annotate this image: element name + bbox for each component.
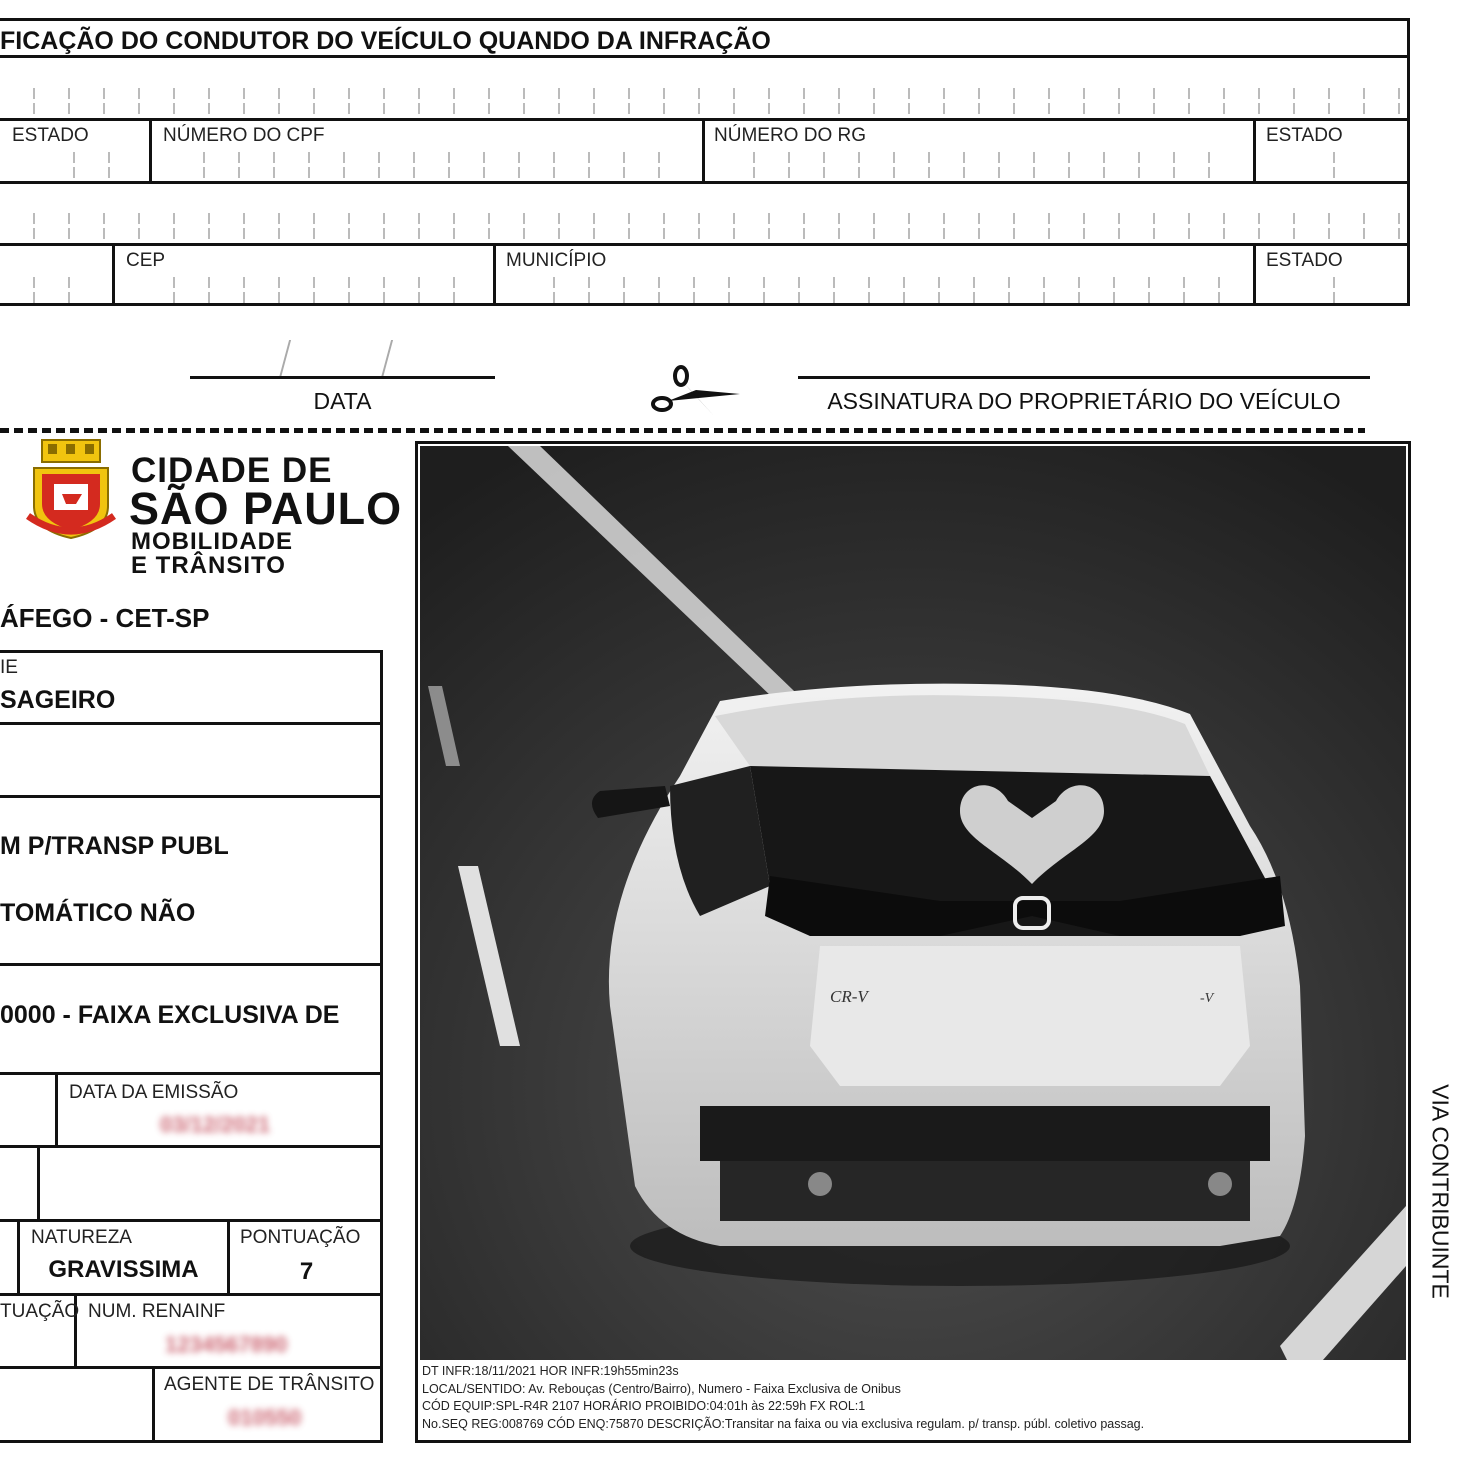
estado-field-3[interactable] bbox=[1300, 277, 1360, 303]
estado-field-2[interactable] bbox=[1300, 152, 1360, 178]
logo-line-3: MOBILIDADE bbox=[131, 528, 293, 555]
signature-line[interactable] bbox=[798, 376, 1370, 379]
estado-label-3: ESTADO bbox=[1266, 250, 1343, 271]
form-heading: FICAÇÃO DO CONDUTOR DO VEÍCULO QUANDO DA INFRAÇÃO bbox=[0, 27, 771, 55]
divider bbox=[1253, 118, 1256, 183]
cut-line bbox=[0, 428, 1365, 433]
table-rule bbox=[0, 1145, 383, 1148]
form-rule bbox=[0, 243, 1410, 246]
autuacao-label: TUAÇÃO bbox=[0, 1301, 80, 1322]
municipio-field[interactable] bbox=[520, 277, 1240, 303]
caption-line: CÓD EQUIP:SPL-R4R 2107 HORÁRIO PROIBIDO:04:01h às 22:59h FX ROL:1 bbox=[422, 1399, 866, 1413]
agente-value: 010550 bbox=[228, 1405, 302, 1430]
badge-crv: CR-V bbox=[830, 987, 868, 1006]
caption-line: LOCAL/SENTIDO: Av. Rebouças (Centro/Bairro), Numero - Faixa Exclusiva de Onibus bbox=[422, 1381, 901, 1396]
form-rule bbox=[0, 55, 1410, 58]
cpf-field[interactable] bbox=[170, 152, 690, 178]
rg-field[interactable] bbox=[720, 152, 1240, 178]
cep-label: CEP bbox=[126, 250, 166, 271]
form-rule bbox=[0, 118, 1410, 121]
natureza-label: NATUREZA bbox=[31, 1227, 132, 1248]
especie-value: SAGEIRO bbox=[0, 686, 116, 714]
photo-caption bbox=[422, 1363, 1402, 1438]
table-rule bbox=[0, 1366, 383, 1369]
renainf-value: 1234567890 bbox=[165, 1332, 288, 1357]
estado-field[interactable] bbox=[40, 152, 120, 178]
agency-name: ÁFEGO - CET-SP bbox=[0, 603, 210, 633]
estado-label: ESTADO bbox=[12, 125, 89, 146]
via-contribuinte-label: VIA CONTRIBUINTE bbox=[1427, 1084, 1454, 1299]
divider bbox=[152, 1366, 155, 1443]
automatico-line: TOMÁTICO NÃO bbox=[0, 899, 196, 927]
table-rule bbox=[0, 795, 383, 798]
divider bbox=[149, 118, 152, 183]
divider bbox=[37, 1145, 40, 1221]
notice-table bbox=[0, 650, 383, 1443]
divider bbox=[702, 118, 705, 183]
natureza-value: GRAVISSIMA bbox=[48, 1256, 199, 1283]
table-rule bbox=[0, 722, 383, 725]
cep-field[interactable] bbox=[140, 277, 480, 303]
address-field[interactable] bbox=[0, 213, 1400, 239]
sao-paulo-coat-of-arms-logo bbox=[26, 438, 116, 542]
traffic-camera-photo bbox=[420, 446, 1406, 1360]
name-field[interactable] bbox=[0, 88, 1400, 114]
estado-label-2: ESTADO bbox=[1266, 125, 1343, 146]
table-rule bbox=[0, 1219, 383, 1222]
agente-label: AGENTE DE TRÂNSITO bbox=[164, 1374, 375, 1395]
pontuacao-value: 7 bbox=[299, 1258, 314, 1285]
pontuacao-label: PONTUAÇÃO bbox=[240, 1227, 361, 1248]
divider bbox=[493, 243, 496, 306]
table-rule bbox=[0, 1293, 383, 1296]
scissors-icon bbox=[648, 364, 744, 424]
numero-field[interactable] bbox=[0, 277, 100, 303]
infraction-code: 0000 - FAIXA EXCLUSIVA DE bbox=[0, 1001, 340, 1029]
table-rule bbox=[0, 963, 383, 966]
badge-v: -V bbox=[1200, 991, 1214, 1006]
form-rule bbox=[0, 181, 1410, 184]
emissao-label: DATA DA EMISSÃO bbox=[69, 1082, 239, 1103]
cpf-label: NÚMERO DO CPF bbox=[163, 125, 325, 146]
divider bbox=[112, 243, 115, 306]
especie-label: IE bbox=[0, 657, 18, 678]
owner-signature-label: ASSINATURA DO PROPRIETÁRIO DO VEÍCULO bbox=[827, 388, 1341, 414]
rg-label: NÚMERO DO RG bbox=[714, 125, 866, 146]
date-slash-2 bbox=[381, 340, 393, 378]
date-slash-1 bbox=[279, 340, 291, 378]
emissao-value: 03/12/2021 bbox=[160, 1112, 271, 1137]
logo-line-2: SÃO PAULO bbox=[129, 483, 403, 534]
logo-line-1: CIDADE DE bbox=[131, 451, 333, 490]
date-line[interactable] bbox=[190, 376, 495, 379]
date-label: DATA bbox=[313, 388, 372, 414]
divider bbox=[55, 1072, 58, 1147]
municipio-label: MUNICÍPIO bbox=[506, 250, 607, 271]
transp-publ-line: M P/TRANSP PUBL bbox=[0, 832, 229, 860]
divider bbox=[1253, 243, 1256, 306]
logo-line-4: E TRÂNSITO bbox=[131, 552, 286, 579]
caption-line: No.SEQ REG:008769 CÓD ENQ:75870 DESCRIÇÃO:Transitar na faixa ou via exclusiva regulam. p/ transp. públ. coletivo passag. bbox=[422, 1416, 1145, 1431]
caption-line: DT INFR:18/11/2021 HOR INFR:19h55min23s bbox=[422, 1364, 679, 1378]
renainf-label: NUM. RENAINF bbox=[88, 1301, 226, 1322]
